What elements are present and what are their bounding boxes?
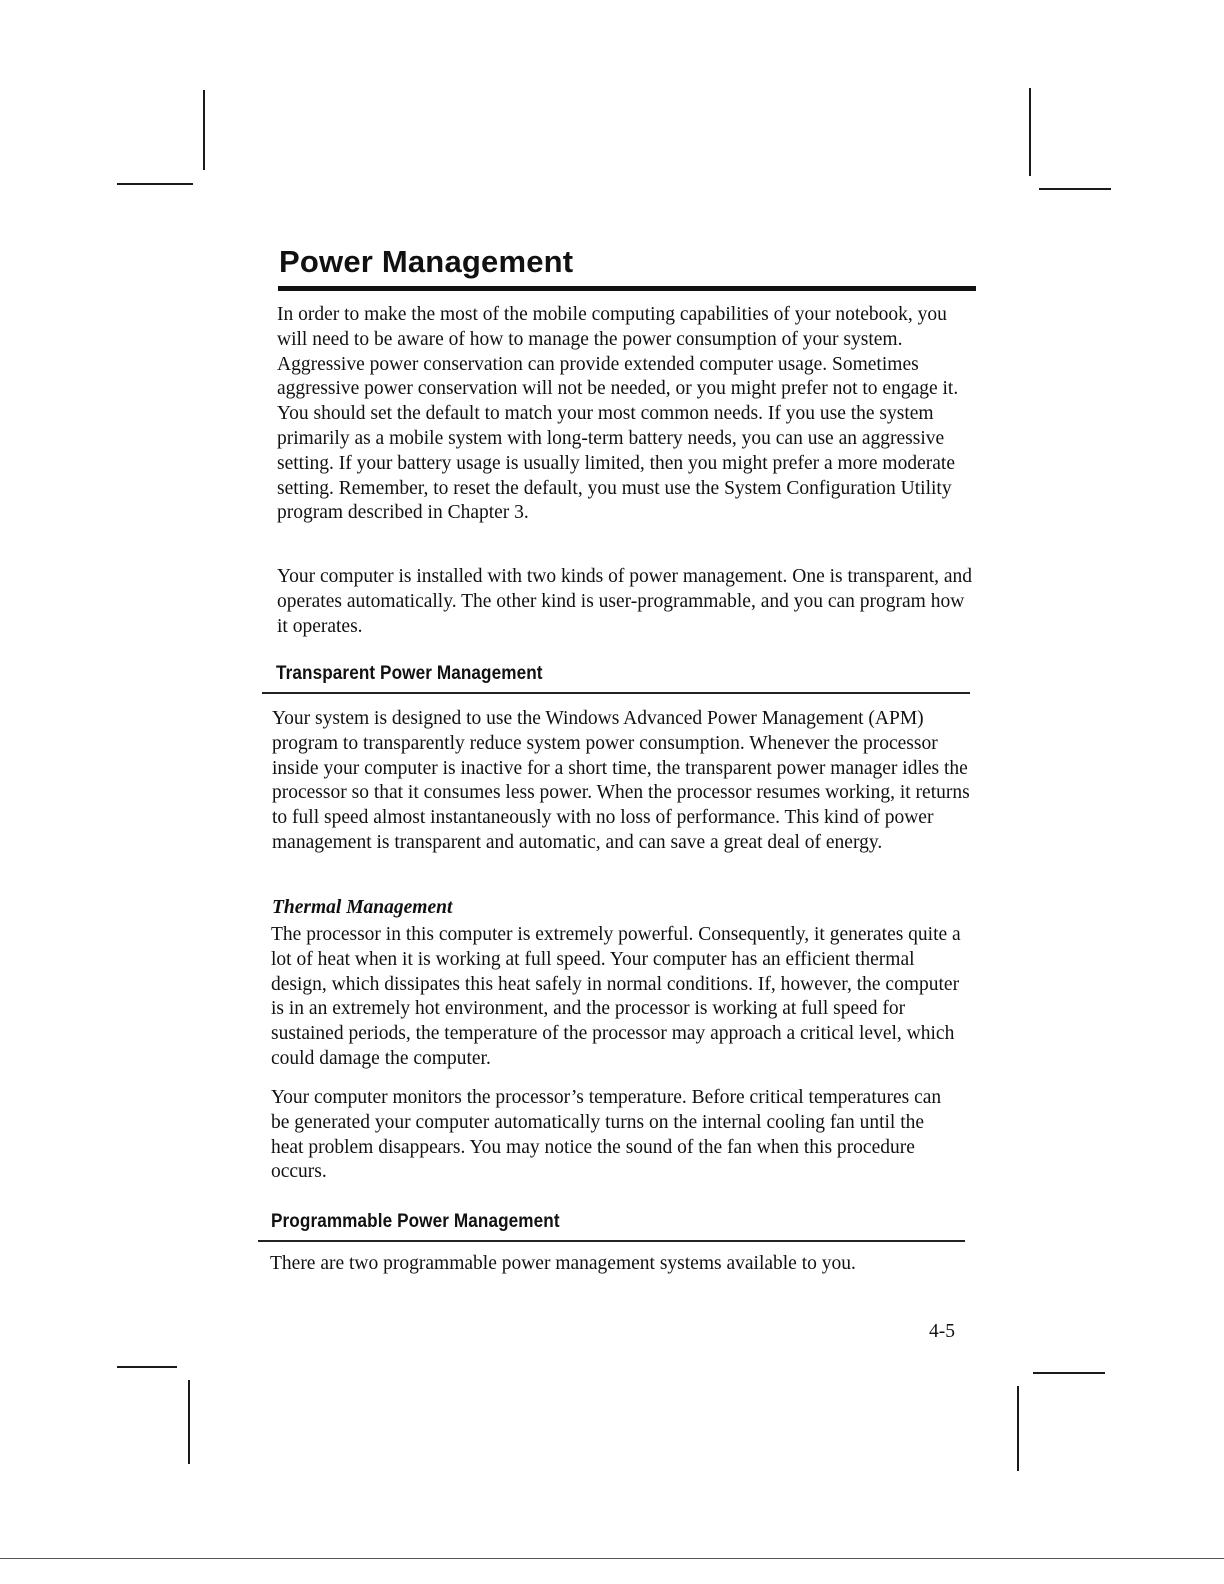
crop-mark-top-right-vertical: [1029, 88, 1031, 176]
thermal-paragraph-2: Your computer monitors the processor’s temperature. Before critical temperatures can be generated your computer automatically turns on the internal cooling fan until the heat problem disappears. You may notice the sound of the fan when this procedure occurs.: [271, 1087, 942, 1183]
title-rule: [278, 286, 976, 291]
crop-mark-top-right-horizontal: [1039, 188, 1111, 190]
section-heading-transparent: Transparent Power Management: [276, 662, 543, 684]
transparent-paragraph: Your system is designed to use the Windows Advanced Power Management (APM) program to transparently reduce system power consumption. Whenever the processor inside your computer is inactive for a short time, the transparent power manager idles the processor so that it consumes less power. When the processor resumes working, it returns to full speed almost instantaneously with no loss of performance. This kind of power management is transparent and automatic, and can save a great deal of energy.: [272, 708, 970, 853]
crop-mark-bottom-left-vertical: [188, 1380, 190, 1464]
crop-mark-top-left-vertical: [203, 90, 205, 170]
crop-mark-bottom-right-vertical: [1017, 1386, 1019, 1471]
section-rule-transparent: [262, 692, 970, 694]
sub-heading-thermal: Thermal Management: [272, 897, 453, 918]
crop-mark-top-left-horizontal: [117, 183, 193, 185]
programmable-paragraph: There are two programmable power management systems available to you.: [270, 1253, 856, 1274]
page-number: 4-5: [929, 1321, 955, 1342]
page-title: Power Management: [279, 244, 574, 279]
section-rule-programmable: [258, 1240, 965, 1242]
thermal-paragraph-1: The processor in this computer is extremely powerful. Consequently, it generates quite a lot of heat when it is working at full speed. Your computer has an efficient thermal design, which dissipates this heat safely in normal conditions. If, however, the computer is in an extremely hot environment, and the processor is working at full speed for sustained periods, the temperature of the processor may approach a critical level, which could damage the computer.: [271, 924, 961, 1069]
intro-paragraph-1: In order to make the most of the mobile computing capabilities of your notebook, you will need to be aware of how to manage the power consumption of your system. Aggressive power conservation can provide extended computer usage. Sometimes aggressive power conservation will not be needed, or you might prefer not to engage it. You should set the default to match your most common needs. If you use the system primarily as a mobile system with long-term battery needs, you can use an aggressive setting. If your battery usage is usually limited, then you might prefer a more moderate setting. Remember, to reset the default, you must use the System Configuration Utility program described in Chapter 3.: [277, 304, 959, 524]
intro-paragraph-2: Your computer is installed with two kinds of power management. One is transparent, and operates automatically. The other kind is user-programmable, and you can program how it operates.: [277, 566, 973, 637]
crop-mark-bottom-left-horizontal: [117, 1366, 177, 1368]
scan-bottom-edge-line: [0, 1558, 1224, 1559]
section-heading-programmable: Programmable Power Management: [271, 1210, 560, 1232]
crop-mark-bottom-right-horizontal: [1033, 1372, 1105, 1374]
